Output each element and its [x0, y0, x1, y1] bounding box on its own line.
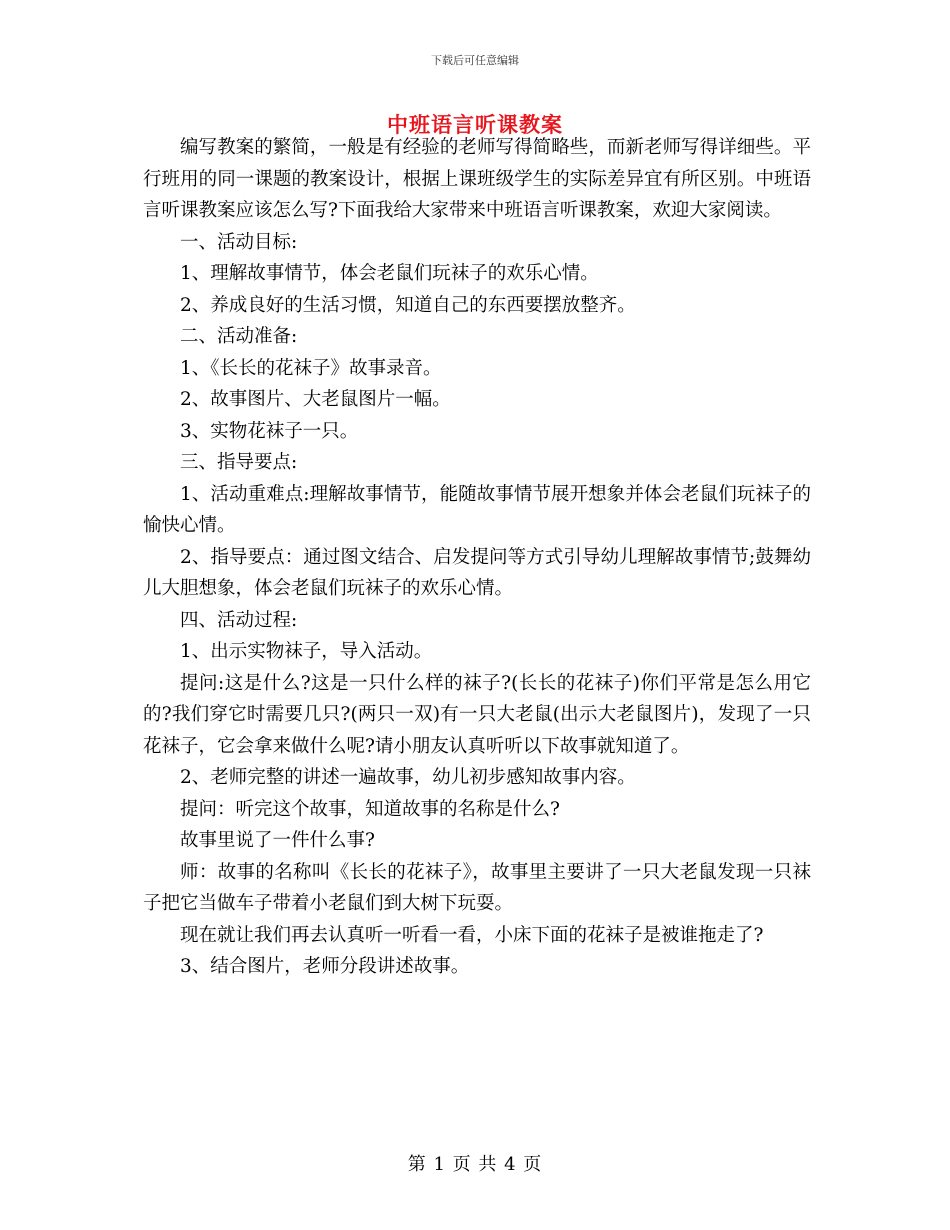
list-item: 3、实物花袜子一只。	[180, 420, 359, 442]
paragraph: 现在就让我们再去认真听一听看一看，小床下面的花袜子是被谁拖走了?	[180, 924, 764, 946]
paragraph-intro: 编写教案的繁简，一般是有经验的老师写得简略些，而新老师写得详细些。平行班用的同一课题的教案设计，根据上课班级学生的实际差异宜有所区别。中班语言听课教案应该怎么写?下面我给大家带来中班语言听课教案，欢迎大家阅读。	[143, 137, 811, 221]
document-title: 中班语言听课教案	[387, 112, 563, 137]
list-item: 2、养成良好的生活习惯，知道自己的东西要摆放整齐。	[180, 294, 636, 316]
section-heading-key-points: 三、指导要点:	[180, 452, 298, 473]
list-item: 2、故事图片、大老鼠图片一幅。	[180, 389, 451, 410]
list-item: 3、结合图片，老师分段讲述故事。	[180, 956, 470, 977]
list-item: 2、指导要点：通过图文结合、启发提问等方式引导幼儿理解故事情节;鼓舞幼儿大胆想象，体会老鼠们玩袜子的欢乐心情。	[143, 546, 811, 599]
paragraph: 提问：听完这个故事，知道故事的名称是什么?	[180, 798, 560, 820]
list-item: 2、老师完整的讲述一遍故事，幼儿初步感知故事内容。	[180, 767, 636, 788]
section-heading-process: 四、活动过程:	[180, 609, 298, 631]
section-heading-goals: 一、活动目标:	[180, 231, 298, 253]
page-header-note: 下载后可任意编辑	[431, 54, 519, 67]
list-item: 1、出示实物袜子，导入活动。	[180, 641, 433, 662]
list-item: 1、活动重难点:理解故事情节，能随故事情节展开想象并体会老鼠们玩袜子的愉快心情。	[143, 483, 811, 536]
paragraph: 故事里说了一件什么事?	[180, 830, 375, 851]
document-body	[143, 132, 811, 983]
page-number: 第 1 页 共 4 页	[407, 1154, 543, 1175]
paragraph: 师：故事的名称叫《长长的花袜子》，故事里主要讲了一只大老鼠发现一只袜子把它当做车子带着小老鼠们到大树下玩耍。	[143, 861, 811, 914]
list-item: 1、《长长的花袜子》故事录音。	[180, 357, 442, 379]
section-heading-preparation: 二、活动准备:	[180, 326, 298, 347]
paragraph: 提问:这是什么?这是一只什么样的袜子?(长长的花袜子)你们平常是怎么用它的?我们穿它时需要几只?(两只一双)有一只大老鼠(出示大老鼠图片)，发现了一只花袜子，它会拿来做什么呢?请小朋友认真听听以下故事就知道了。	[143, 672, 811, 757]
list-item: 1、理解故事情节，体会老鼠们玩袜子的欢乐心情。	[180, 263, 599, 284]
